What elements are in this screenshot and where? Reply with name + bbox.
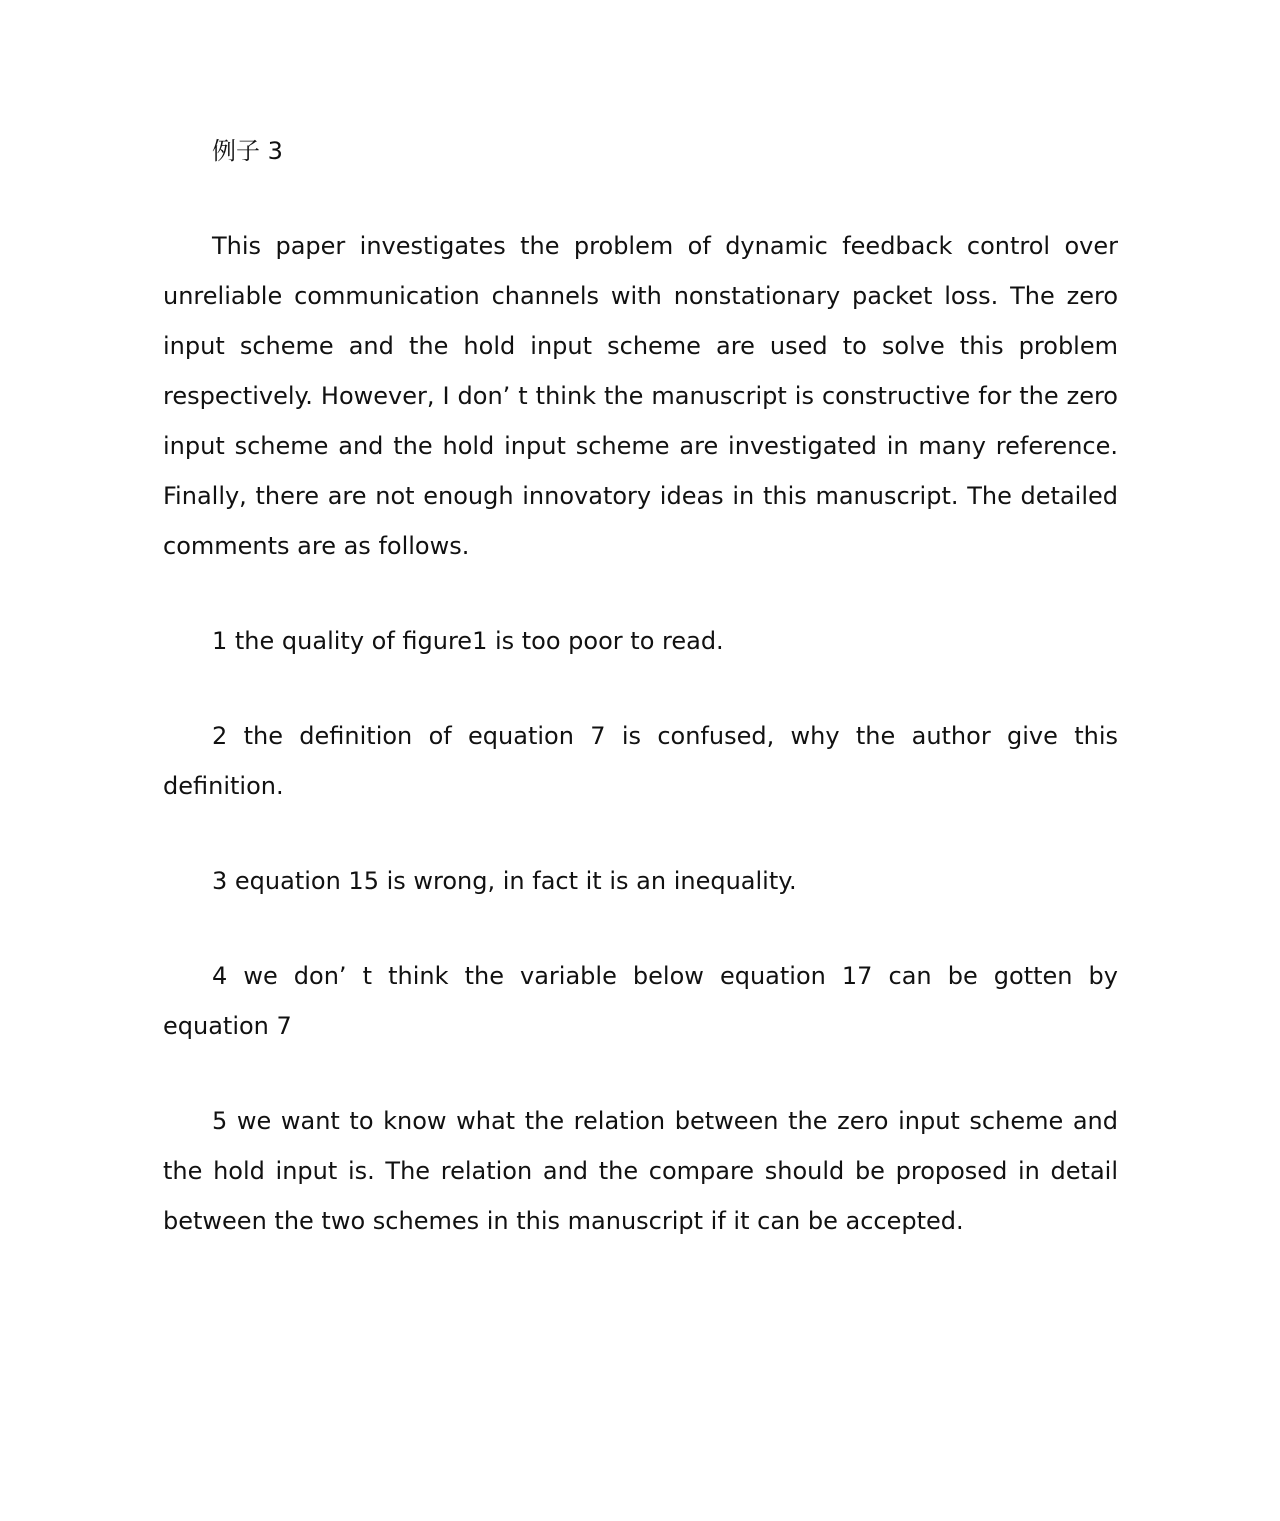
document-page <box>163 126 1118 1246</box>
spacer <box>163 666 1118 711</box>
comment-3: 3 equation 15 is wrong, in fact it is an inequality. <box>212 867 797 895</box>
comment-4: 4 we don’ t think the variable below equation 17 can be gotten by equation 7 <box>163 962 1118 1040</box>
comment-2: 2 the definition of equation 7 is confused, why the author give this definition. <box>163 722 1118 800</box>
document-heading: 例子 3 <box>212 137 283 165</box>
comment-5: 5 we want to know what the relation between the zero input scheme and the hold input is. The relation and the compare should be proposed in detail between the two schemes in this manuscript if it can be accepted. <box>163 1107 1118 1235</box>
comment-1: 1 the quality of figure1 is too poor to read. <box>212 627 724 655</box>
spacer <box>163 176 1118 221</box>
spacer <box>163 811 1118 856</box>
spacer <box>163 1051 1118 1096</box>
intro-paragraph: This paper investigates the problem of dynamic feedback control over unreliable communication channels with nonstationary packet loss. The zero input scheme and the hold input scheme are used to solve this problem respectively. However, I don’ t think the manuscript is constructive for the zero input scheme and the hold input scheme are investigated in many reference. Finally, there are not enough innovatory ideas in this manuscript. The detailed comments are as follows. <box>163 232 1118 560</box>
spacer <box>163 906 1118 951</box>
spacer <box>163 571 1118 616</box>
